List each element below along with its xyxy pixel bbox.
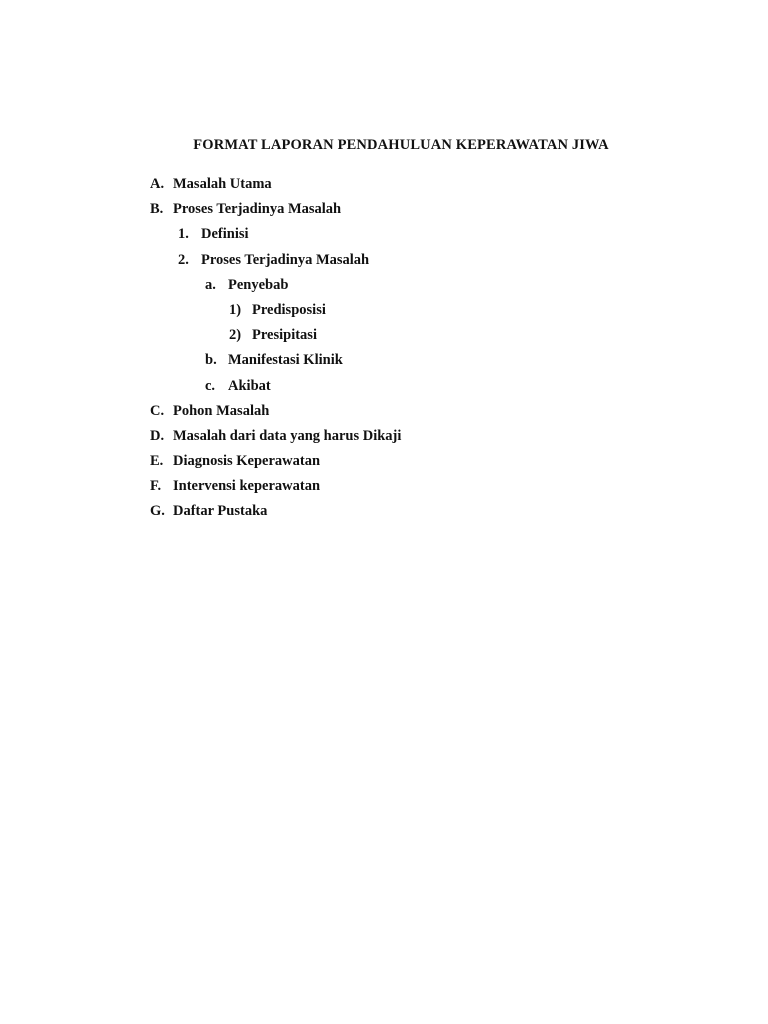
outline-text: Manifestasi Klinik (228, 352, 343, 369)
outline-marker: C. (150, 402, 165, 419)
outline-marker: 1. (178, 226, 189, 243)
outline-text: Penyebab (228, 276, 289, 293)
outline-marker: B. (150, 201, 164, 218)
outline-text: Daftar Pustaka (173, 503, 268, 520)
outline-marker: 1) (229, 301, 242, 318)
outline-text: Presipitasi (252, 327, 317, 344)
outline-marker: G. (150, 503, 165, 520)
outline-text: Definisi (201, 226, 249, 243)
outline-marker: D. (150, 427, 165, 444)
outline-text: Pohon Masalah (173, 402, 270, 419)
outline-marker: E. (150, 453, 164, 470)
outline-item-b2c (150, 377, 401, 402)
outline-marker: b. (205, 352, 217, 369)
outline-marker: A. (150, 176, 165, 192)
outline-item-f (150, 477, 401, 502)
outline-text: Akibat (228, 377, 271, 394)
outline-marker: 2. (178, 251, 189, 268)
outline-text: Masalah Utama (173, 176, 272, 192)
outline-item-b2a (150, 276, 401, 301)
outline-item-b2b (150, 351, 401, 376)
outline-text: Masalah dari data yang harus Dikaji (173, 427, 402, 444)
document-title: FORMAT LAPORAN PENDAHULUAN KEPERAWATAN JIWA (193, 137, 609, 153)
outline-item-g (150, 502, 401, 527)
outline-marker: c. (205, 377, 216, 394)
outline-item-e (150, 452, 401, 477)
outline-item-b1 (150, 225, 401, 250)
outline-list (150, 175, 401, 528)
outline-item-d (150, 427, 401, 452)
outline-text: Predisposisi (252, 301, 326, 318)
outline-item-b2a1 (150, 301, 401, 326)
outline-text: Proses Terjadinya Masalah (173, 201, 342, 218)
outline-text: Proses Terjadinya Masalah (201, 251, 370, 268)
outline-item-b2 (150, 251, 401, 276)
outline-item-a (150, 175, 401, 200)
outline-text: Diagnosis Keperawatan (173, 453, 321, 470)
outline-item-b2a2 (150, 326, 401, 351)
outline-item-b (150, 200, 401, 225)
outline-marker: 2) (229, 327, 242, 344)
outline-text: Intervensi keperawatan (173, 478, 321, 495)
outline-item-c (150, 402, 401, 427)
outline-marker: a. (205, 276, 216, 293)
outline-marker: F. (150, 478, 162, 495)
